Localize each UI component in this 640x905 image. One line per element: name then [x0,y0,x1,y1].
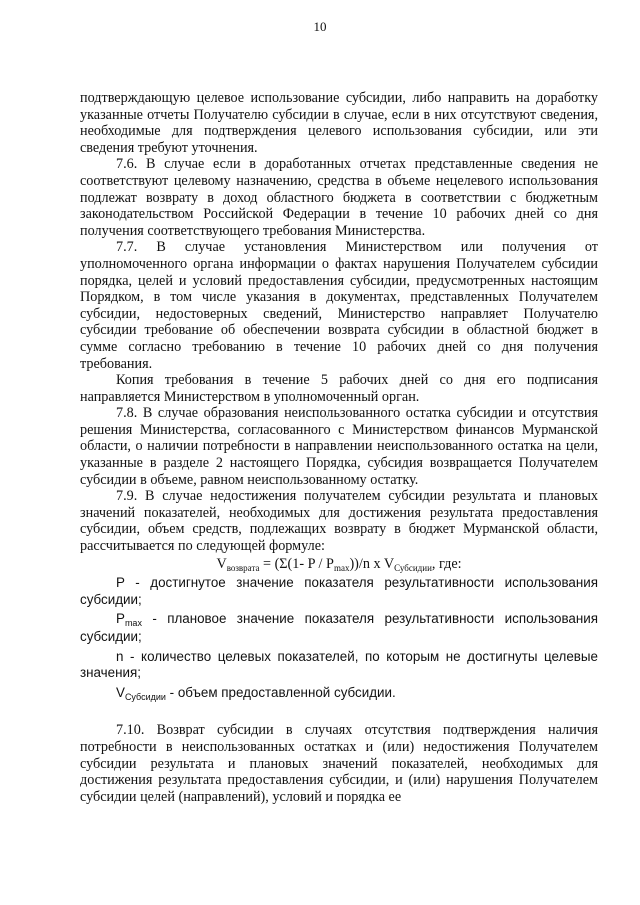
paragraph-7-7: 7.7. В случае установления Министерством или получения от уполномоченного органа информации о фактах нарушения Получателем субсидии порядка, целей и условий предоставления субсидии, предусмотренных настоящим Порядком, в том числе указания в документах, представленных Получателем субсидии, недостоверных сведений, Министерство направляет Получателю субсидии требование об обеспечении возврата субсидии в областной бюджет в сумме согласно требованию в течение 10 рабочих дней со дня получения требования. [80,239,598,372]
formula-v-subscript: возврата [226,562,260,573]
page-number: 10 [313,19,327,34]
document-body [80,90,598,805]
definition-pmax-symbol: P [116,611,125,627]
formula-max-subscript: max [333,562,350,573]
definition-vsubsidy [80,685,598,703]
paragraph-7-6: 7.6. В случае если в доработанных отчетах представленные сведения не соответствуют целевому назначению, средства в объеме нецелевого использования подлежат возврату в доход областного бюджета в соответствии с бюджетным законодательством Российской Федерации в течение 10 рабочих дней со дня получения соответствующего требования Министерства. [80,156,598,239]
formula-tail: , где: [431,555,462,572]
paragraph-7-10: 7.10. Возврат субсидии в случаях отсутствия подтверждения наличия потребности в неиспользованных остатках и (или) недостижения Получателем субсидии результата и плановых значений показателей, необходимых для достижения результата предоставления субсидии, и (или) нарушения Получателем субсидии целей (направлений), условий и порядка ее [80,722,598,805]
definition-p: P - достигнутое значение показателя результативности использования субсидии; [80,575,598,607]
definition-pmax-text: - плановое значение показателя результативности использования субсидии; [80,611,598,644]
paragraph-7-8: 7.8. В случае образования неиспользованного остатка субсидии и отсутствия решения Министерства, согласованного с Министерством финансов Мурманской области, о наличии потребности в направлении неиспользованного остатка на цели, указанные в разделе 2 настоящего Порядка, субсидия возвращается Получателем субсидии в объеме, равном неиспользованному остатку. [80,405,598,488]
definition-pmax [80,611,598,645]
definition-pmax-subscript: max [124,618,142,629]
refund-formula [80,556,598,574]
formula-subsidy-subscript: Субсидии [394,562,432,573]
paragraph-copy-requirement: Копия требования в течение 5 рабочих дней со дня его подписания направляется Министерством в уполномоченный орган. [80,372,598,405]
paragraph-continuation: подтверждающую целевое использование субсидии, либо направить на доработку указанные отчеты Получателю субсидии в случае, если в них отсутствуют сведения, необходимые для подтверждения целевого использования субсидии, или эти сведения требуют уточнения. [80,90,598,156]
formula-middle-2: ))/n x V [349,555,395,572]
definition-n: n - количество целевых показателей, по которым не достигнуты целевые значения; [80,648,598,681]
paragraph-7-9: 7.9. В случае недостижения получателем субсидии результата и плановых значений показателей, необходимых для достижения результата предоставления субсидии, объем средств, подлежащих возврату в бюджет Мурманской области, рассчитывается по следующей формуле: [80,488,598,555]
definition-vsubsidy-subscript: Субсидии [124,691,166,702]
definition-vsubsidy-text: - объем предоставленной субсидии. [165,684,396,700]
definition-vsubsidy-symbol: V [116,684,125,700]
formula-v: V [216,555,227,572]
formula-middle-1: = (Σ(1- P / P [259,555,334,572]
